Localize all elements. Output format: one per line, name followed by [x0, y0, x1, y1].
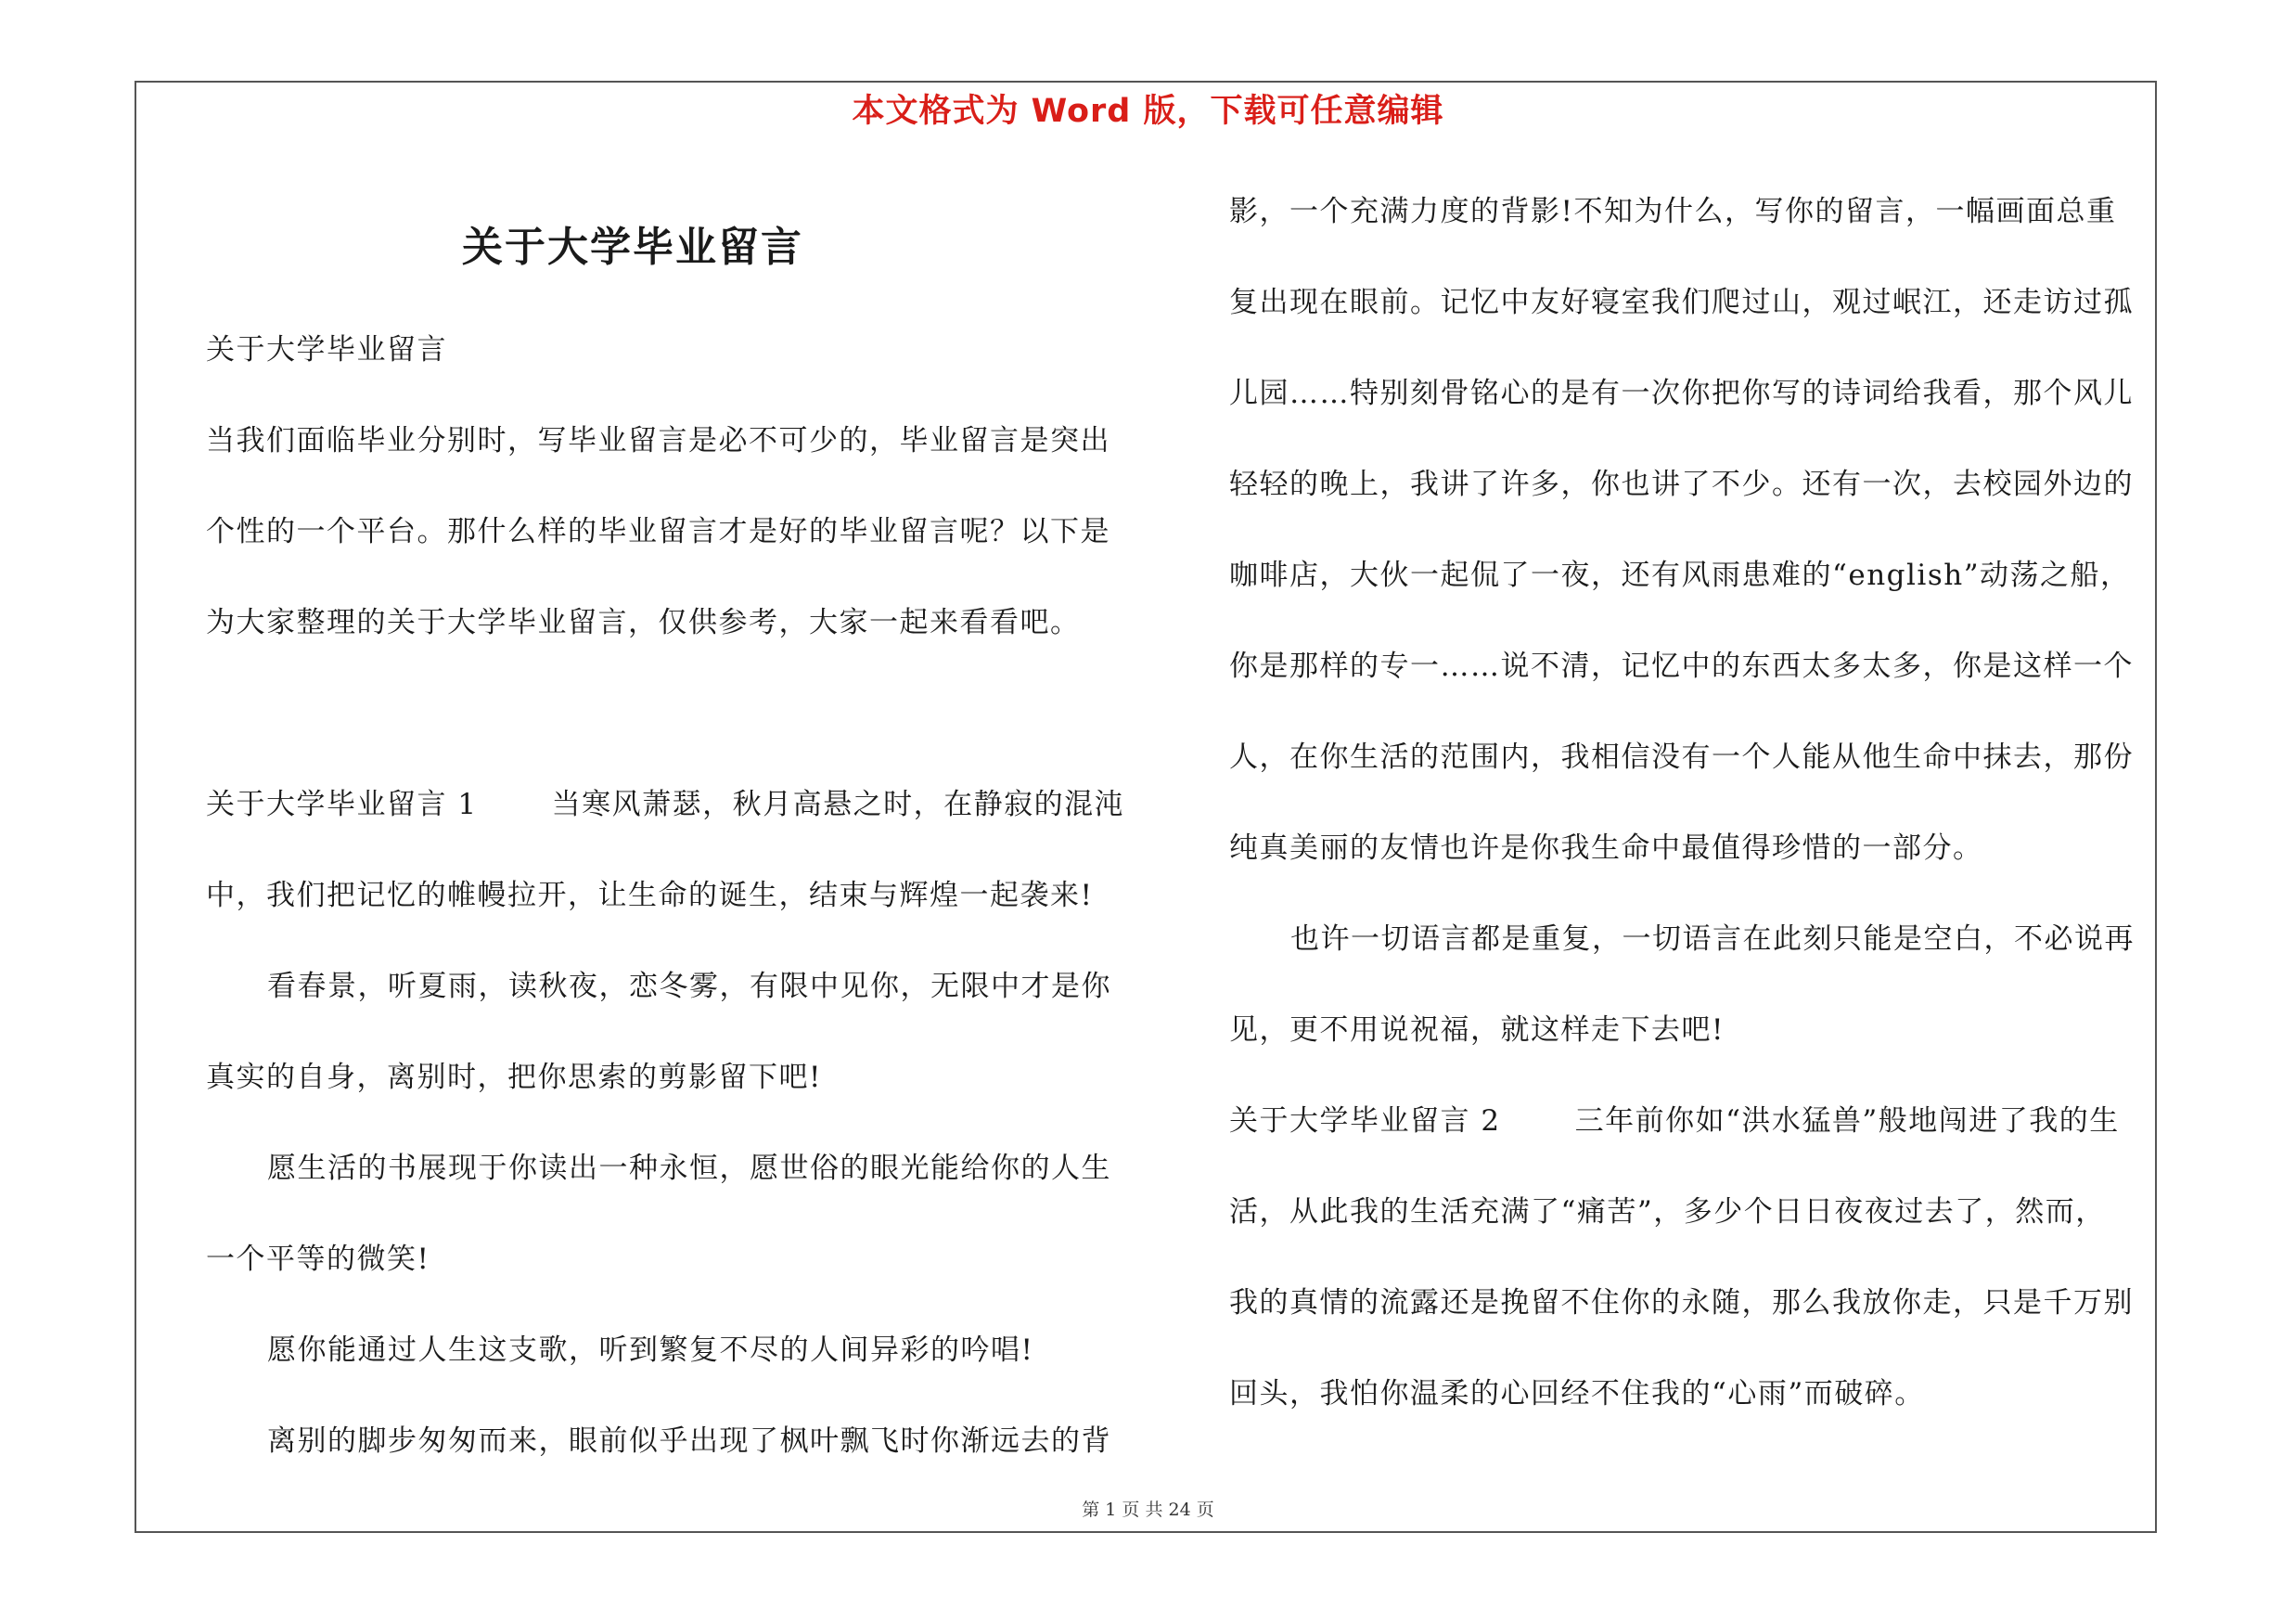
line-text: 当我们面临毕业分别时，写毕业留言是必不可少的，毕业留言是突出 — [206, 424, 1110, 457]
line-text: 轻轻的晚上，我讲了许多，你也讲了不少。还有一次，去校园外边的 — [1229, 468, 2134, 501]
text-line — [206, 331, 447, 368]
text-line — [206, 786, 1124, 823]
text-line — [1229, 284, 2134, 321]
line-text: 为大家整理的关于大学毕业留言，仅供参考，大家一起来看看吧。 — [206, 606, 1081, 639]
line-text: 活，从此我的生活充满了“痛苦”，多少个日日夜夜过去了，然而， — [1229, 1195, 2106, 1229]
line-text: 见，更不用说祝福，就这样走下去吧! — [1229, 1013, 1725, 1047]
line-text: 愿你能通过人生这支歌，听到繁复不尽的人间异彩的吟唱! — [267, 1333, 1034, 1367]
line-text: 愿生活的书展现于你读出一种永恒，愿世俗的眼光能给你的人生 — [267, 1152, 1111, 1185]
line-text: 我的真情的流露还是挽留不住你的永随，那么我放你走，只是千万别 — [1229, 1286, 2134, 1320]
line-text: 纯真美丽的友情也许是你我生命中最值得珍惜的一部分。 — [1229, 831, 1983, 865]
text-line — [1229, 193, 2116, 230]
line-text-continued: 当寒风萧瑟，秋月高悬之时，在静寂的混沌 — [551, 788, 1125, 821]
text-line — [1229, 830, 1983, 867]
line-text: 离别的脚步匆匆而来，眼前似乎出现了枫叶飘飞时你渐远去的背 — [267, 1424, 1111, 1458]
line-text: 中，我们把记忆的帷幔拉开，让生命的诞生，结束与辉煌一起袭来! — [206, 879, 1094, 912]
text-line — [1229, 1102, 2120, 1140]
text-line — [1229, 557, 2131, 594]
line-text: 一个平等的微笑! — [206, 1243, 430, 1276]
line-text: 复出现在眼前。记忆中友好寝室我们爬过山，观过岷江，还走访过孤 — [1229, 286, 2134, 319]
line-text: 关于大学毕业留言 2 — [1229, 1104, 1501, 1138]
text-line — [1229, 921, 2135, 958]
text-line — [1229, 375, 2134, 412]
text-line — [1229, 1284, 2134, 1321]
line-text: 个性的一个平台。那什么样的毕业留言才是好的毕业留言呢？以下是 — [206, 515, 1110, 548]
text-line — [206, 1423, 1111, 1460]
text-line — [206, 968, 1111, 1005]
text-line — [206, 877, 1093, 914]
line-text: 咖啡店，大伙一起侃了一夜，还有风雨患难的“english”动荡之船， — [1229, 559, 2131, 592]
text-line — [206, 1241, 430, 1278]
text-line — [206, 1150, 1111, 1187]
line-text: 真实的自身，离别时，把你思索的剪影留下吧! — [206, 1061, 822, 1094]
line-text: 看春景，听夏雨，读秋夜，恋冬雾，有限中见你，无限中才是你 — [267, 970, 1111, 1003]
text-line — [206, 513, 1110, 550]
line-text: 人，在你生活的范围内，我相信没有一个人能从他生命中抹去，那份 — [1229, 741, 2134, 774]
line-text: 回头，我怕你温柔的心回经不住我的“心雨”而破碎。 — [1229, 1377, 1925, 1410]
line-text-continued: 三年前你如“洪水猛兽”般地闯进了我的生 — [1574, 1104, 2120, 1138]
text-line — [1229, 466, 2134, 503]
text-line — [1229, 1193, 2106, 1230]
text-line — [1229, 1011, 1725, 1049]
line-text: 儿园……特别刻骨铭心的是有一次你把你写的诗词给我看，那个风儿 — [1229, 377, 2134, 410]
text-line — [1229, 739, 2134, 776]
word-format-banner: 本文格式为 Word 版，下载可任意编辑 — [852, 93, 1444, 130]
text-line — [206, 422, 1110, 459]
line-text: 关于大学毕业留言 — [206, 333, 447, 367]
line-text: 也许一切语言都是重复，一切语言在此刻只能是空白，不必说再 — [1290, 922, 2135, 956]
line-text: 你是那样的专一……说不清，记忆中的东西太多太多，你是这样一个 — [1229, 650, 2134, 683]
page-footer: 第 1 页 共 24 页 — [1082, 1500, 1214, 1520]
line-text: 关于大学毕业留言 1 — [206, 788, 478, 821]
line-text: 影，一个充满力度的背影!不知为什么，写你的留言，一幅画面总重 — [1229, 195, 2117, 228]
text-line — [1229, 648, 2134, 685]
text-line — [206, 1332, 1033, 1369]
text-line — [206, 1059, 822, 1096]
document-title: 关于大学毕业留言 — [462, 224, 803, 271]
text-line — [1229, 1375, 1925, 1412]
text-line — [206, 604, 1081, 641]
